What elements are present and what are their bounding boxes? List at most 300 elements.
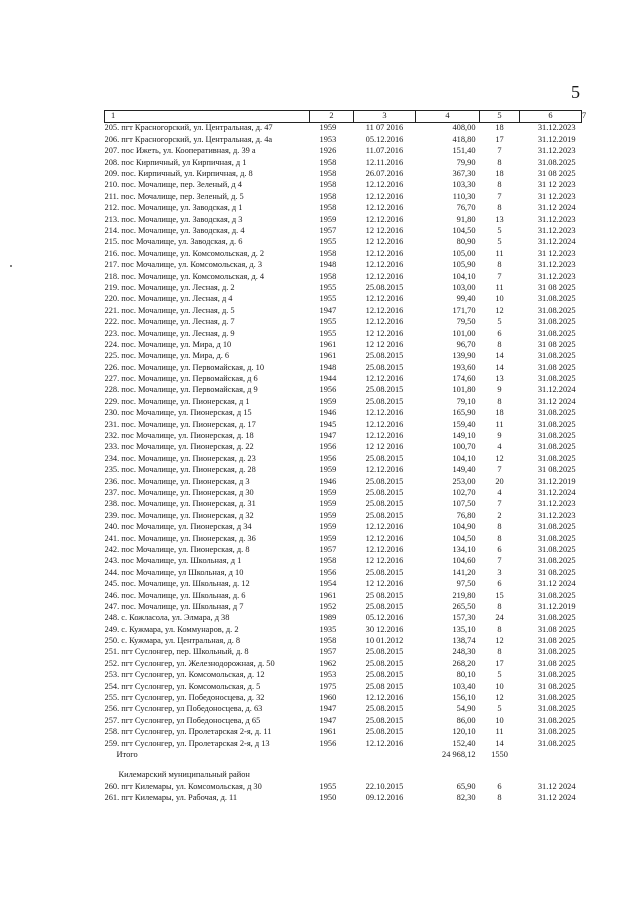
year-cell: 1955 xyxy=(319,317,337,327)
term-cell: 31.12.2019 xyxy=(537,601,576,611)
date-cell: 12 12.2016 xyxy=(365,579,404,589)
address-cell: 210. пос. Мочалище, пер. Зеленый, д 4 xyxy=(104,180,242,190)
table-row xyxy=(105,476,582,487)
year-cell: 1947 xyxy=(319,704,337,714)
area-cell: 104,50 xyxy=(452,226,476,235)
wear-cell: 20 xyxy=(495,476,504,486)
date-cell: 25.08.2015 xyxy=(365,499,404,509)
year-cell: 1961 xyxy=(319,727,337,737)
address-cell: 220. пос. Мочалище, ул. Лесная, д 4 xyxy=(104,294,233,304)
date-cell: 12.12.2016 xyxy=(365,317,404,327)
area-cell: 138,74 xyxy=(452,636,476,646)
year-cell: 1953 xyxy=(319,670,337,680)
year-cell: 1956 xyxy=(319,442,337,452)
address-cell: 217. пос Мочалище, ул. Комсомольская, д. 3 xyxy=(104,260,263,270)
wear-cell: 8 xyxy=(497,157,502,167)
term-cell: 31.08.2025 xyxy=(537,647,576,657)
wear-cell: 8 xyxy=(497,396,502,406)
year-cell: 1959 xyxy=(319,123,337,133)
term-cell: 31.08.2025 xyxy=(537,704,576,714)
term-cell: 31.12.2019 xyxy=(537,134,576,144)
term-cell: 31.08.2025 xyxy=(537,431,576,441)
term-cell: 31.08.2025 xyxy=(537,305,576,315)
area-cell: 104,10 xyxy=(452,271,476,281)
date-cell: 30 12.2016 xyxy=(365,624,404,634)
address-cell: 209. пос. Кирпичный, ул. Кирпичная, д. 8 xyxy=(104,169,253,179)
col-header-6: 6 xyxy=(520,111,582,123)
spacer-cell xyxy=(105,761,582,769)
term-cell: 31.12.2023 xyxy=(537,271,576,281)
area-cell: 253,00 xyxy=(452,476,476,486)
table-row xyxy=(105,488,582,499)
table-row xyxy=(105,351,582,362)
date-cell: 12.11.2016 xyxy=(365,157,404,167)
wear-cell: 4 xyxy=(497,487,502,497)
area-cell: 139,90 xyxy=(452,351,476,361)
spacer-row xyxy=(105,761,582,769)
wear-cell: 5 xyxy=(497,226,502,235)
date-cell: 12.12.2016 xyxy=(365,693,404,703)
address-cell: 255. пгт Суслонгер, ул. Победоносцева, д. 32 xyxy=(104,693,265,703)
year-cell: 1945 xyxy=(319,419,337,429)
wear-cell: 10 xyxy=(495,715,504,725)
address-cell: 215. пос Мочалище, ул. Заводская, д. 6 xyxy=(104,237,243,247)
term-cell: 31 12.2023 xyxy=(537,248,576,258)
wear-cell: 6 xyxy=(497,544,502,554)
table-row xyxy=(105,180,582,191)
date-cell: 12 12 2016 xyxy=(365,339,404,349)
table-row xyxy=(105,727,582,738)
table-body-district xyxy=(105,781,582,804)
year-cell: 1959 xyxy=(319,487,337,497)
address-cell: 244. пос Мочалище, ул Школьная, д 10 xyxy=(104,567,244,577)
table-row xyxy=(105,408,582,419)
term-cell: 31.08.2025 xyxy=(537,453,576,463)
term-cell: 31.08.2025 xyxy=(537,317,576,327)
date-cell: 12.12.2016 xyxy=(365,374,404,384)
wear-cell: 18 xyxy=(495,123,504,133)
year-cell: 1948 xyxy=(319,362,337,372)
district-heading-row xyxy=(105,769,582,781)
term-cell: 31.12.2023 xyxy=(537,260,576,270)
date-cell: 12.12.2016 xyxy=(365,271,404,281)
date-cell: 12.12.2016 xyxy=(365,203,404,213)
address-cell: 205. пгт Красногорский, ул. Центральная, д. 47 xyxy=(104,123,273,133)
term-cell: 31.12.2023 xyxy=(537,214,576,224)
address-cell: 250. с. Кужмара, ул. Центральная, д. 8 xyxy=(104,636,241,646)
year-cell: 1960 xyxy=(319,693,337,703)
date-cell: 25.08.2015 xyxy=(365,476,404,486)
year-cell: 1959 xyxy=(319,499,337,509)
year-cell: 1961 xyxy=(319,590,337,600)
year-cell: 1961 xyxy=(319,351,337,361)
term-cell: 31.08.2025 xyxy=(537,328,576,338)
term-cell: 31 08 2025 xyxy=(537,282,576,292)
area-cell: 101,80 xyxy=(452,385,476,395)
wear-cell: 2 xyxy=(497,510,502,520)
year-cell: 1958 xyxy=(319,157,337,167)
date-cell: 25.08.2015 xyxy=(365,567,404,577)
wear-cell: 8 xyxy=(497,260,502,270)
area-cell: 54,90 xyxy=(456,704,476,714)
wear-cell: 12 xyxy=(495,636,504,646)
wear-cell: 10 xyxy=(495,681,504,691)
area-cell: 134,10 xyxy=(452,544,476,554)
year-cell: 1953 xyxy=(319,134,337,144)
address-cell: 225. пос. Мочалище, ул. Мира, д. 6 xyxy=(104,351,230,361)
term-cell: 31.08.2025 xyxy=(537,544,576,554)
total-count: 1550 xyxy=(491,750,508,760)
year-cell: 1926 xyxy=(319,146,337,156)
col-header-1: 1 xyxy=(105,111,310,123)
term-cell: 31 08.2025 xyxy=(537,681,576,691)
term-cell: 31.08.2025 xyxy=(537,590,576,600)
term-cell: 31.12.2023 xyxy=(537,146,576,156)
term-cell: 31.08.2025 xyxy=(537,419,576,429)
area-cell: 80,10 xyxy=(456,670,476,680)
area-cell: 82,30 xyxy=(456,793,476,803)
year-cell: 1946 xyxy=(319,476,337,486)
total-label: Итого xyxy=(116,750,138,760)
col-header-4: 4 xyxy=(416,111,480,123)
address-cell: 206. пгт Красногорский, ул. Центральная, д. 4а xyxy=(104,134,273,144)
table-row xyxy=(105,123,582,135)
date-cell: 25.08.2015 xyxy=(365,453,404,463)
table-row xyxy=(105,134,582,145)
area-cell: 65,90 xyxy=(456,781,476,791)
address-cell: 256. пгт Суслонгер, ул Победоносцева, д. 63 xyxy=(104,704,263,714)
table-row xyxy=(105,362,582,373)
table-row xyxy=(105,510,582,521)
date-cell: 10 01.2012 xyxy=(365,636,404,646)
area-cell: 76,70 xyxy=(456,203,476,213)
date-cell: 25.08.2015 xyxy=(365,727,404,737)
term-cell: 31.12.2023 xyxy=(537,226,576,235)
date-cell: 12.12.2016 xyxy=(365,431,404,441)
wear-cell: 7 xyxy=(497,146,502,156)
table-row xyxy=(105,305,582,316)
table-row xyxy=(105,339,582,350)
term-cell: 31.08.2025 xyxy=(537,374,576,384)
wear-cell: 7 xyxy=(497,556,502,566)
wear-cell: 11 xyxy=(495,419,504,429)
area-cell: 105,90 xyxy=(452,260,476,270)
area-cell: 99,40 xyxy=(456,294,476,304)
year-cell: 1959 xyxy=(319,465,337,475)
wear-cell: 10 xyxy=(495,294,504,304)
wear-cell: 7 xyxy=(497,499,502,509)
col-header-3: 3 xyxy=(354,111,416,123)
table-row xyxy=(105,624,582,635)
area-cell: 408,00 xyxy=(452,123,476,133)
wear-cell: 6 xyxy=(497,328,502,338)
area-cell: 79,10 xyxy=(456,396,476,406)
table-row xyxy=(105,465,582,476)
table-row xyxy=(105,214,582,225)
table-row xyxy=(105,793,582,804)
term-cell: 31.08.2025 xyxy=(537,556,576,566)
table-row xyxy=(105,260,582,271)
table-row xyxy=(105,590,582,601)
date-cell: 26.07.2016 xyxy=(365,169,404,179)
address-cell: 261. пгт Килемары, ул. Рабочая, д. 11 xyxy=(104,793,238,803)
area-cell: 248,30 xyxy=(452,647,476,657)
wear-cell: 17 xyxy=(495,658,504,668)
year-cell: 1935 xyxy=(319,624,337,634)
year-cell: 1947 xyxy=(319,431,337,441)
term-cell: 31.08.2025 xyxy=(537,715,576,725)
area-cell: 367,30 xyxy=(452,169,476,179)
scan-artifact-dot xyxy=(10,265,12,267)
table-row xyxy=(105,681,582,692)
term-cell: 31.08.2025 xyxy=(537,294,576,304)
date-cell: 25.08.2015 xyxy=(365,715,404,725)
page-number: 5 xyxy=(571,82,580,102)
wear-cell: 5 xyxy=(497,670,502,680)
year-cell: 1958 xyxy=(319,169,337,179)
address-cell: 253. пгт Суслонгер, ул. Комсомольская, д. 12 xyxy=(104,670,265,680)
date-cell: 12.12.2016 xyxy=(365,294,404,304)
wear-cell: 13 xyxy=(495,374,504,384)
address-cell: 257. пгт Суслонгер, ул Победоносцева, д 65 xyxy=(104,715,261,725)
table-row xyxy=(105,567,582,578)
table-body xyxy=(105,123,582,750)
year-cell: 1958 xyxy=(319,271,337,281)
wear-cell: 18 xyxy=(495,408,504,418)
date-cell: 12.12.2016 xyxy=(365,180,404,190)
date-cell: 25.08.2015 xyxy=(365,396,404,406)
area-cell: 102,70 xyxy=(452,487,476,497)
wear-cell: 14 xyxy=(495,738,504,748)
col-header-5: 5 xyxy=(480,111,520,123)
area-cell: 100,70 xyxy=(452,442,476,452)
table-row xyxy=(105,647,582,658)
area-cell: 219,80 xyxy=(452,590,476,600)
date-cell: 12 12.2016 xyxy=(365,226,404,235)
term-cell: 31.08.2025 xyxy=(537,738,576,748)
year-cell: 1955 xyxy=(319,781,337,791)
table-row xyxy=(105,317,582,328)
term-cell: 31.12 2024 xyxy=(537,203,576,213)
address-cell: 223. пос. Мочалище, ул. Лесная, д. 9 xyxy=(104,328,235,338)
term-cell: 31.08 2025 xyxy=(537,362,576,372)
table-row xyxy=(105,146,582,157)
table-header xyxy=(105,111,587,123)
address-cell: 224. пос. Мочалище, ул. Мира, д 10 xyxy=(104,339,232,349)
address-cell: 259. пгт Суслонгер, ул. Пролетарская 2-я, д 13 xyxy=(104,738,270,748)
table-total xyxy=(105,749,582,781)
term-cell: 31.12 2024 xyxy=(537,781,576,791)
address-cell: 248. с. Кожласола, ул. Элмара, д 38 xyxy=(104,613,230,623)
year-cell: 1958 xyxy=(319,180,337,190)
address-cell: 237. пос. Мочалище, ул. Пионерская, д 30 xyxy=(104,487,254,497)
table-row xyxy=(105,248,582,259)
wear-cell: 8 xyxy=(497,647,502,657)
wear-cell: 8 xyxy=(497,601,502,611)
address-cell: 260. пгт Килемары, ул. Комсомольская, д 30 xyxy=(104,781,262,791)
area-cell: 104,90 xyxy=(452,522,476,532)
wear-cell: 4 xyxy=(497,442,502,452)
wear-cell: 8 xyxy=(497,522,502,532)
term-cell: 31.08 2025 xyxy=(537,636,576,646)
year-cell: 1957 xyxy=(319,544,337,554)
address-cell: 251. пгт Суслонгер, пер. Школьный, д. 8 xyxy=(104,647,249,657)
area-cell: 156,10 xyxy=(452,693,476,703)
table-row xyxy=(105,670,582,681)
wear-cell: 8 xyxy=(497,339,502,349)
year-cell: 1946 xyxy=(319,408,337,418)
area-cell: 104,60 xyxy=(452,556,476,566)
table-row xyxy=(105,715,582,726)
wear-cell: 12 xyxy=(495,693,504,703)
table-row xyxy=(105,271,582,282)
date-cell: 12.12.2016 xyxy=(365,248,404,258)
address-cell: 218. пос. Мочалище, ул. Комсомольская, д. 4 xyxy=(104,271,265,281)
address-cell: 252. пгт Суслонгер, ул. Железнодорожная, д. 50 xyxy=(104,658,275,668)
date-cell: 25.08.2015 xyxy=(365,601,404,611)
address-cell: 211. пос. Мочалище, пер. Зеленый, д. 5 xyxy=(104,191,244,201)
address-cell: 222. пос. Мочалище, ул. Лесная, д. 7 xyxy=(104,317,235,327)
address-cell: 227. пос. Мочалище, ул. Первомайская, д 6 xyxy=(104,374,258,384)
year-cell: 1958 xyxy=(319,203,337,213)
address-cell: 231. пос. Мочалище, ул. Пионерская, д. 17 xyxy=(104,419,256,429)
table-row xyxy=(105,544,582,555)
table-row xyxy=(105,579,582,590)
term-cell: 31.12.2023 xyxy=(537,510,576,520)
year-cell: 1952 xyxy=(319,601,337,611)
address-cell: 214. пос. Мочалище, ул. Заводская, д. 4 xyxy=(104,226,245,235)
wear-cell: 15 xyxy=(495,590,504,600)
address-cell: 235. пос. Мочалище, ул. Пионерская, д. 28 xyxy=(104,465,256,475)
term-cell: 31.08.2025 xyxy=(537,522,576,532)
area-cell: 103,40 xyxy=(452,681,476,691)
term-cell: 31.12.2024 xyxy=(537,385,576,395)
date-cell: 12.12.2016 xyxy=(365,260,404,270)
area-cell: 157,30 xyxy=(452,613,476,623)
area-cell: 104,10 xyxy=(452,453,476,463)
term-cell: 31 08 2025 xyxy=(537,339,576,349)
table-row xyxy=(105,294,582,305)
area-cell: 101,00 xyxy=(452,328,476,338)
column-number-row: 1 2 3 4 5 6 7 xyxy=(105,111,582,123)
year-cell: 1956 xyxy=(319,453,337,463)
year-cell: 1959 xyxy=(319,510,337,520)
address-cell: 228. пос. Мочалище, ул. Первомайская, д 9 xyxy=(104,385,258,395)
date-cell: 12.12.2016 xyxy=(365,305,404,315)
address-cell: 232. пос Мочалище, ул. Пионерская, д. 18 xyxy=(104,431,254,441)
date-cell: 22.10.2015 xyxy=(365,781,404,791)
term-cell: 31.08.2025 xyxy=(537,693,576,703)
term-cell: 31 12 2023 xyxy=(537,180,576,190)
address-cell: 241. пос. Мочалище, ул. Пионерская, д. 36 xyxy=(104,533,256,543)
area-cell: 105,00 xyxy=(452,248,476,258)
year-cell: 1961 xyxy=(319,339,337,349)
date-cell: 25.08.2015 xyxy=(365,647,404,657)
wear-cell: 11 xyxy=(495,248,504,258)
address-cell: 254. пгт Суслонгер, ул. Комсомольская, д. 5 xyxy=(104,681,261,691)
table-row xyxy=(105,704,582,715)
area-cell: 79,90 xyxy=(456,157,476,167)
date-cell: 25.08.2015 xyxy=(365,385,404,395)
year-cell: 1975 xyxy=(319,681,337,691)
area-cell: 265,50 xyxy=(452,601,476,611)
address-cell: 246. пос. Мочалище, ул. Школьная, д. 6 xyxy=(104,590,246,600)
year-cell: 1957 xyxy=(319,647,337,657)
address-cell: 239. пос. Мочалище, ул. Пионерская, д 32 xyxy=(104,510,254,520)
wear-cell: 5 xyxy=(497,317,502,327)
date-cell: 12 12.2016 xyxy=(365,556,404,566)
term-cell: 31 08.2025 xyxy=(537,465,576,475)
date-cell: 12.12.2016 xyxy=(365,191,404,201)
area-cell: 141,20 xyxy=(452,567,476,577)
term-cell: 31 08 2025 xyxy=(537,169,576,179)
area-cell: 76,80 xyxy=(456,510,476,520)
term-cell: 31.08.2025 xyxy=(537,533,576,543)
table-row xyxy=(105,419,582,430)
year-cell: 1955 xyxy=(319,282,337,292)
year-cell: 1954 xyxy=(319,579,337,589)
wear-cell: 7 xyxy=(497,271,502,281)
address-cell: 219. пос. Мочалище, ул. Лесная, д. 2 xyxy=(104,282,235,292)
address-cell: 242. пос Мочалище, ул. Пионерская, д. 8 xyxy=(104,544,250,554)
term-cell: 31.12.2023 xyxy=(537,123,576,133)
year-cell: 1955 xyxy=(319,328,337,338)
address-cell: 247. пос. Мочалище, ул. Школьная, д 7 xyxy=(104,601,244,611)
year-cell: 1947 xyxy=(319,715,337,725)
area-cell: 120,10 xyxy=(452,727,476,737)
address-cell: 240. пос Мочалище, ул. Пионерская, д 34 xyxy=(104,522,252,532)
wear-cell: 18 xyxy=(495,169,504,179)
address-cell: 245. пос. Мочалище, ул. Школьная, д. 12 xyxy=(104,579,250,589)
district-heading: Килемарский муниципальный район xyxy=(118,770,250,780)
date-cell: 12.12.2016 xyxy=(365,522,404,532)
year-cell: 1956 xyxy=(319,567,337,577)
wear-cell: 12 xyxy=(495,453,504,463)
wear-cell: 6 xyxy=(497,579,502,589)
address-cell: 258. пгт Суслонгер, ул. Пролетарская 2-я, д. 11 xyxy=(104,727,272,737)
area-cell: 268,20 xyxy=(452,658,476,668)
date-cell: 25.08.2015 xyxy=(365,351,404,361)
term-cell: 31.08.2025 xyxy=(537,670,576,680)
date-cell: 09.12.2016 xyxy=(365,793,404,803)
total-area: 24 968,12 xyxy=(442,750,476,760)
table-row xyxy=(105,203,582,214)
table-row xyxy=(105,738,582,749)
date-cell: 25.08.2015 xyxy=(365,510,404,520)
year-cell: 1959 xyxy=(319,522,337,532)
date-cell: 12 12 2016 xyxy=(365,442,404,452)
wear-cell: 9 xyxy=(497,431,502,441)
wear-cell: 12 xyxy=(495,305,504,315)
area-cell: 110,30 xyxy=(452,191,476,201)
year-cell: 1950 xyxy=(319,793,337,803)
term-cell: 31.12.2024 xyxy=(537,487,576,497)
year-cell: 1955 xyxy=(319,237,337,247)
area-cell: 97,50 xyxy=(456,579,476,589)
table-row xyxy=(105,522,582,533)
table-row xyxy=(105,453,582,464)
address-cell: 221. пос. Мочалище, ул. Лесная, д. 5 xyxy=(104,305,235,315)
housing-register-table xyxy=(104,110,587,804)
address-cell: 226. пос. Мочалище, ул. Первомайская, д. 10 xyxy=(104,362,265,372)
table-row xyxy=(105,396,582,407)
wear-cell: 24 xyxy=(495,613,504,623)
table-row xyxy=(105,601,582,612)
wear-cell: 5 xyxy=(497,237,502,247)
area-cell: 418,80 xyxy=(452,134,476,144)
date-cell: 12.12.2016 xyxy=(365,465,404,475)
date-cell: 12.12.2016 xyxy=(365,419,404,429)
